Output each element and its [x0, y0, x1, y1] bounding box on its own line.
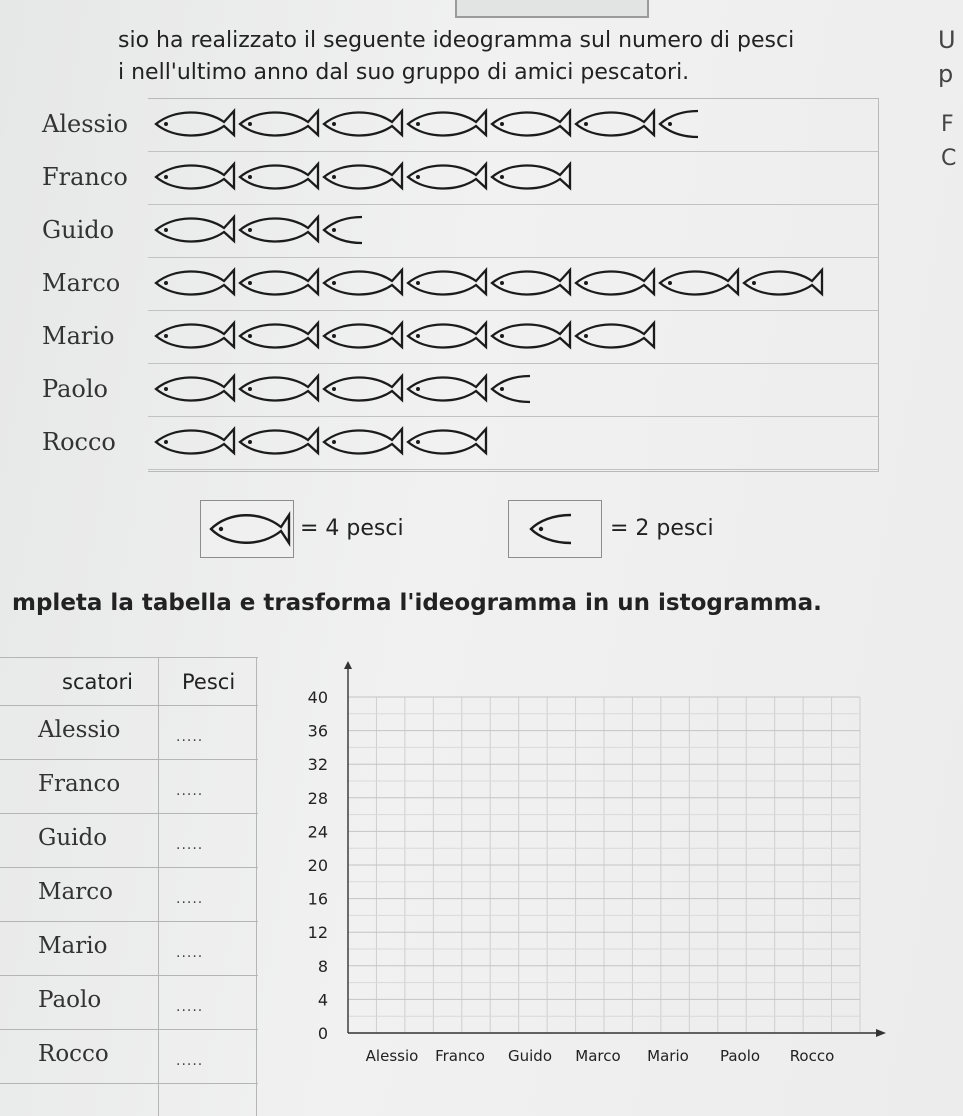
fish-row: [150, 204, 880, 257]
half-fish-icon: [660, 111, 698, 137]
fish-row: [150, 257, 880, 310]
full-fish-icon: [324, 164, 402, 189]
half-fish-icon: [509, 501, 601, 557]
table-row-divider: [0, 921, 258, 922]
full-fish-icon: [576, 323, 654, 348]
legend-full-text: = 4 pesci: [300, 516, 404, 541]
table-row-blank[interactable]: .....: [176, 837, 204, 853]
table-row-name: Rocco: [38, 1041, 109, 1067]
fish-row: [150, 310, 880, 363]
fish-row: [150, 151, 880, 204]
y-tick-label: 8: [317, 956, 328, 976]
x-tick-label: Mario: [647, 1047, 689, 1065]
intro-line-1: sio ha realizzato il seguente ideogramma sul numero di pesci: [118, 28, 795, 53]
table-row-blank[interactable]: .....: [176, 729, 204, 745]
table-row-name: Alessio: [38, 717, 121, 743]
full-fish-icon: [240, 111, 318, 136]
table-row-name: Franco: [38, 771, 121, 797]
table-row-blank[interactable]: .....: [176, 783, 204, 799]
side-letter-3: F: [941, 112, 954, 137]
side-letter-2: p: [938, 60, 954, 88]
full-fish-icon: [576, 111, 654, 136]
y-tick-label: 20: [307, 856, 328, 875]
full-fish-icon: [324, 376, 402, 401]
x-axis-arrow: [876, 1029, 886, 1037]
y-tick-label: 0: [317, 1024, 328, 1043]
full-fish-icon: [240, 217, 318, 242]
legend-half-fish-box: [508, 500, 602, 558]
full-fish-icon: [156, 376, 234, 401]
table-header-pesci: Pesci: [182, 670, 236, 694]
full-fish-icon: [240, 376, 318, 401]
full-fish-icon: [240, 164, 318, 189]
y-tick-label: 40: [307, 688, 328, 707]
table-row-divider: [0, 867, 258, 868]
pictogram-row-label: Rocco: [42, 428, 116, 456]
full-fish-icon: [156, 217, 234, 242]
top-frame: [455, 0, 649, 18]
full-fish-icon: [492, 270, 570, 295]
table-row-blank[interactable]: .....: [176, 999, 204, 1015]
y-tick-label: 16: [307, 889, 328, 909]
full-fish-icon: [408, 376, 486, 401]
full-fish-icon: [201, 501, 293, 557]
table-row-divider: [0, 813, 258, 814]
full-fish-icon: [408, 323, 486, 348]
fish-row: [150, 416, 880, 469]
table-row-name: Paolo: [38, 987, 102, 1013]
y-tick-label: 4: [317, 990, 328, 1010]
x-tick-label: Alessio: [365, 1047, 419, 1065]
full-fish-icon: [744, 270, 822, 295]
x-tick-label: Franco: [435, 1047, 485, 1065]
full-fish-icon: [660, 270, 738, 295]
table-header-pescatori: scatori: [62, 670, 133, 694]
full-fish-icon: [156, 164, 234, 189]
pictogram-row-label: Alessio: [42, 110, 128, 138]
full-fish-icon: [324, 429, 402, 454]
side-letter-4: C: [941, 146, 957, 171]
legend-full-fish-box: [200, 500, 294, 558]
full-fish-icon: [156, 429, 234, 454]
full-fish-icon: [156, 111, 234, 136]
instruction-text: mpleta la tabella e trasforma l'ideogramma in un istogramma.: [12, 590, 822, 616]
full-fish-icon: [324, 111, 402, 136]
full-fish-icon: [324, 323, 402, 348]
table-row-divider: [0, 975, 258, 976]
y-tick-label: 24: [307, 822, 328, 842]
table-row-blank[interactable]: .....: [176, 1053, 204, 1069]
full-fish-icon: [408, 270, 486, 295]
fish-row: [150, 98, 880, 151]
intro-line-2: i nell'ultimo anno dal suo gruppo di amici pescatori.: [118, 60, 690, 85]
x-tick-label: Guido: [508, 1047, 552, 1065]
y-tick-label: 28: [307, 788, 328, 808]
table-row-blank[interactable]: .....: [176, 891, 204, 907]
full-fish-icon: [492, 323, 570, 348]
full-fish-icon: [408, 429, 486, 454]
full-fish-icon: [240, 323, 318, 348]
full-fish-icon: [492, 111, 570, 136]
full-fish-icon: [156, 270, 234, 295]
legend-half-text: = 2 pesci: [610, 516, 714, 541]
side-letter-1: U: [938, 26, 956, 54]
half-fish-icon: [492, 376, 530, 402]
pictogram-row-label: Paolo: [42, 375, 108, 403]
y-axis-arrow: [344, 661, 352, 669]
pictogram-row-label: Franco: [42, 163, 128, 191]
full-fish-icon: [492, 164, 570, 189]
table-row-name: Marco: [38, 879, 113, 905]
full-fish-icon: [408, 164, 486, 189]
full-fish-icon: [324, 270, 402, 295]
table-row-blank[interactable]: .....: [176, 945, 204, 961]
x-tick-label: Paolo: [719, 1047, 761, 1065]
fish-row: [150, 363, 880, 416]
table-row-name: Guido: [38, 825, 108, 851]
table-row-name: Mario: [38, 933, 108, 959]
full-fish-icon: [576, 270, 654, 295]
x-tick-label: Rocco: [789, 1047, 835, 1065]
y-tick-label: 36: [307, 721, 328, 741]
full-fish-icon: [240, 270, 318, 295]
y-tick-label: 12: [307, 923, 328, 943]
pictogram-row-label: Guido: [42, 216, 115, 244]
half-fish-icon: [324, 217, 362, 243]
pictogram-row-label: Mario: [42, 322, 115, 350]
histogram-chart: [300, 655, 900, 1095]
table-row-divider: [0, 1029, 258, 1030]
full-fish-icon: [240, 429, 318, 454]
table-row-divider: [0, 1083, 258, 1084]
pictogram-row-label: Marco: [42, 269, 121, 297]
full-fish-icon: [156, 323, 234, 348]
table-row-divider: [0, 759, 258, 760]
y-tick-label: 32: [307, 755, 328, 775]
full-fish-icon: [408, 111, 486, 136]
x-tick-label: Marco: [575, 1047, 621, 1065]
